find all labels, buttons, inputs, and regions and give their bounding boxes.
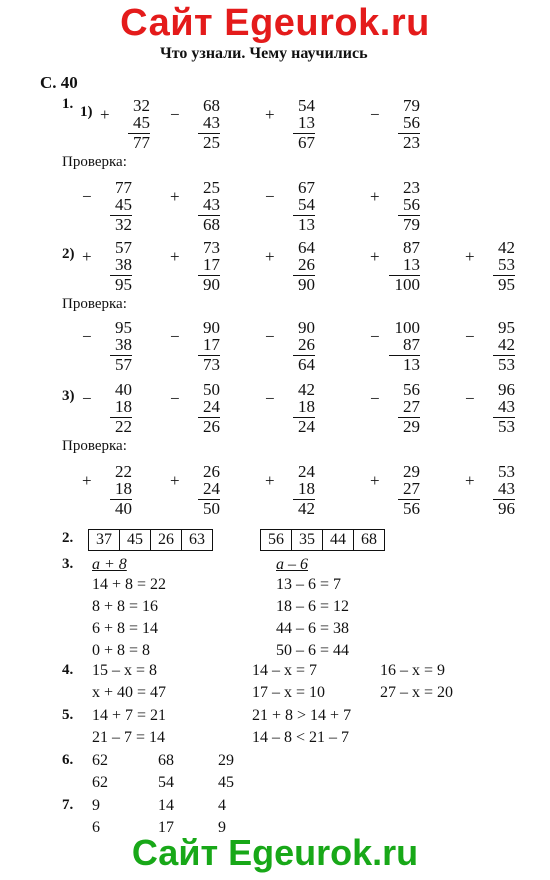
operand: 24 [298,462,315,481]
operand: 17 [203,335,220,354]
result: 79 [403,215,420,234]
operator-sign: − [170,389,180,408]
check-label: Проверка: [62,154,127,170]
result: 13 [298,215,315,234]
equation: 8 + 8 = 16 [92,598,159,615]
equation: 21 – 7 = 14 [92,729,166,746]
operator-sign: + [265,105,275,124]
operand: 26 [298,255,315,274]
exercise-6-number: 6. [62,752,74,768]
operand: 22 [115,462,132,481]
result: 50 [203,499,220,518]
operand: 27 [403,479,420,498]
operand: 56 [403,380,420,399]
operand: 26 [298,335,315,354]
operand: 23 [403,178,420,197]
operator-sign: + [82,247,92,266]
column-calculation [160,178,220,236]
answer-number: 62 [92,752,108,769]
result: 57 [115,355,132,374]
operand: 43 [498,397,515,416]
operator-sign: − [265,389,275,408]
box-cell: 56 [261,530,292,550]
operand: 67 [298,178,315,197]
exercise-2-box-a [88,529,213,551]
operator-sign: − [82,187,92,206]
operand: 24 [203,479,220,498]
result: 56 [403,499,420,518]
operand: 50 [203,380,220,399]
operand: 87 [403,335,420,354]
answer-number: 9 [92,797,100,814]
operator-sign: − [370,105,380,124]
operator-sign: + [100,105,110,124]
operator-sign: + [370,187,380,206]
operand: 54 [298,195,315,214]
operand: 13 [403,255,420,274]
operand: 90 [203,318,220,337]
result: 53 [498,417,515,436]
result: 42 [298,499,315,518]
equation: 16 – x = 9 [380,662,446,679]
equation: 14 + 8 = 22 [92,576,167,593]
box-cell: 35 [292,530,323,550]
column-calculation [360,380,420,438]
operand: 18 [115,397,132,416]
result: 13 [403,355,420,374]
page-reference: С. 40 [40,73,78,92]
operand: 56 [403,113,420,132]
exercise-1-number: 1. [62,96,74,112]
result: 96 [498,499,515,518]
column-calculation [160,318,220,376]
operator-sign: + [465,247,475,266]
operand: 73 [203,238,220,257]
box-cell: 26 [151,530,182,550]
equation: 44 – 6 = 38 [276,620,350,637]
result: 73 [203,355,220,374]
operand: 17 [203,255,220,274]
operator-sign: − [465,389,475,408]
operand: 24 [203,397,220,416]
operand: 32 [133,96,150,115]
box-cell: 68 [361,531,377,548]
operand: 26 [203,462,220,481]
operator-sign: + [465,471,475,490]
operator-sign: + [265,247,275,266]
column-calculation [255,178,315,236]
exercise-3-left-heading: a + 8 [92,556,127,573]
operand: 29 [403,462,420,481]
column-calculation [255,462,315,520]
operator-sign: − [465,327,475,346]
operator-sign: + [370,471,380,490]
answer-number: 62 [92,774,108,791]
column-calculation [90,96,150,154]
operator-sign: − [170,327,180,346]
operand: 54 [298,96,315,115]
answer-number: 14 [158,797,174,814]
column-calculation [455,318,515,376]
operator-sign: − [265,187,275,206]
operator-sign: + [82,471,92,490]
column-calculation [255,96,315,154]
part-label: 1) [80,104,93,120]
operand: 45 [133,113,150,132]
answer-number: 4 [218,797,226,814]
equation: 50 – 6 = 44 [276,642,350,659]
equation: 14 – 8 < 21 – 7 [252,729,350,746]
operand: 96 [498,380,515,399]
result: 53 [498,355,515,374]
column-calculation [160,462,220,520]
box-cell: 45 [120,530,151,550]
column-calculation [72,318,132,376]
column-calculation [455,380,515,438]
operand: 40 [115,380,132,399]
operand: 57 [115,238,132,257]
operand: 18 [115,479,132,498]
operator-sign: − [82,389,92,408]
column-calculation [360,318,420,376]
operand: 100 [394,318,420,337]
exercise-2-box-b [260,529,385,551]
operand: 38 [115,335,132,354]
operand: 43 [203,113,220,132]
operand: 77 [115,178,132,197]
operator-sign: + [170,471,180,490]
operand: 56 [403,195,420,214]
operand: 25 [203,178,220,197]
operand: 38 [115,255,132,274]
exercise-4-number: 4. [62,662,74,678]
column-calculation [160,96,220,154]
result: 29 [403,417,420,436]
operand: 18 [298,397,315,416]
page-subtitle: Что узнали. Чему научились [160,45,368,62]
equation: 15 – x = 8 [92,662,158,679]
answer-number: 68 [158,752,174,769]
operand: 90 [298,318,315,337]
result: 67 [298,133,315,152]
box-cell: 37 [89,530,120,550]
column-calculation [72,380,132,438]
operand: 79 [403,96,420,115]
equation: x + 40 = 47 [92,684,167,701]
equation: 21 + 8 > 14 + 7 [252,707,352,724]
result: 95 [498,275,515,294]
column-calculation [255,318,315,376]
equation: 27 – x = 20 [380,684,454,701]
equation: 17 – x = 10 [252,684,326,701]
column-calculation [455,462,515,520]
operator-sign: + [370,247,380,266]
check-label: Проверка: [62,438,127,454]
operand: 68 [203,96,220,115]
result: 25 [203,133,220,152]
exercise-5-number: 5. [62,707,74,723]
result: 40 [115,499,132,518]
operand: 42 [498,335,515,354]
part-label: 3) [62,388,75,404]
equation: 14 + 7 = 21 [92,707,167,724]
answer-number: 17 [158,819,174,836]
column-calculation [160,238,220,296]
result: 23 [403,133,420,152]
column-calculation [360,96,420,154]
column-calculation [360,178,420,236]
operand: 95 [115,318,132,337]
operator-sign: + [170,247,180,266]
result: 95 [115,275,132,294]
column-calculation [255,380,315,438]
result: 77 [133,133,150,152]
operand: 43 [203,195,220,214]
equation: 14 – x = 7 [252,662,318,679]
result: 26 [203,417,220,436]
operand: 53 [498,255,515,274]
column-calculation [72,462,132,520]
column-calculation [160,380,220,438]
operator-sign: − [170,105,180,124]
exercise-7-number: 7. [62,797,74,813]
operand: 42 [498,238,515,257]
result: 22 [115,417,132,436]
column-calculation [455,238,515,296]
part-label: 2) [62,246,75,262]
column-calculation [72,238,132,296]
box-cell: 63 [189,531,205,548]
operand: 18 [298,479,315,498]
operand: 53 [498,462,515,481]
operand: 64 [298,238,315,257]
result: 68 [203,215,220,234]
result: 24 [298,417,315,436]
result: 100 [394,275,420,294]
column-calculation [255,238,315,296]
operand: 87 [403,238,420,257]
site-watermark-bottom: Сайт Egeurok.ru [131,832,419,873]
box-cell: 44 [323,530,354,550]
exercise-3-number: 3. [62,556,74,572]
operator-sign: − [370,389,380,408]
equation: 13 – 6 = 7 [276,576,342,593]
operator-sign: − [370,327,380,346]
equation: 6 + 8 = 14 [92,620,159,637]
column-calculation [360,238,420,296]
result: 32 [115,215,132,234]
result: 90 [298,275,315,294]
answer-number: 29 [218,752,234,769]
check-label: Проверка: [62,296,127,312]
exercise-3-right-heading: a – 6 [276,556,308,573]
equation: 0 + 8 = 8 [92,642,151,659]
operator-sign: + [265,471,275,490]
operand: 43 [498,479,515,498]
site-watermark-top: Сайт Egeurok.ru [120,2,430,44]
result: 64 [298,355,315,374]
answer-number: 6 [92,819,100,836]
answer-number: 9 [218,819,226,836]
operand: 42 [298,380,315,399]
operand: 95 [498,318,515,337]
answer-number: 45 [218,774,234,791]
equation: 18 – 6 = 12 [276,598,350,615]
operand: 45 [115,195,132,214]
result: 90 [203,275,220,294]
column-calculation [360,462,420,520]
column-calculation [72,178,132,236]
operator-sign: − [82,327,92,346]
operator-sign: − [265,327,275,346]
exercise-2-number: 2. [62,530,74,546]
answer-number: 54 [158,774,174,791]
operand: 27 [403,397,420,416]
operand: 13 [298,113,315,132]
operator-sign: + [170,187,180,206]
